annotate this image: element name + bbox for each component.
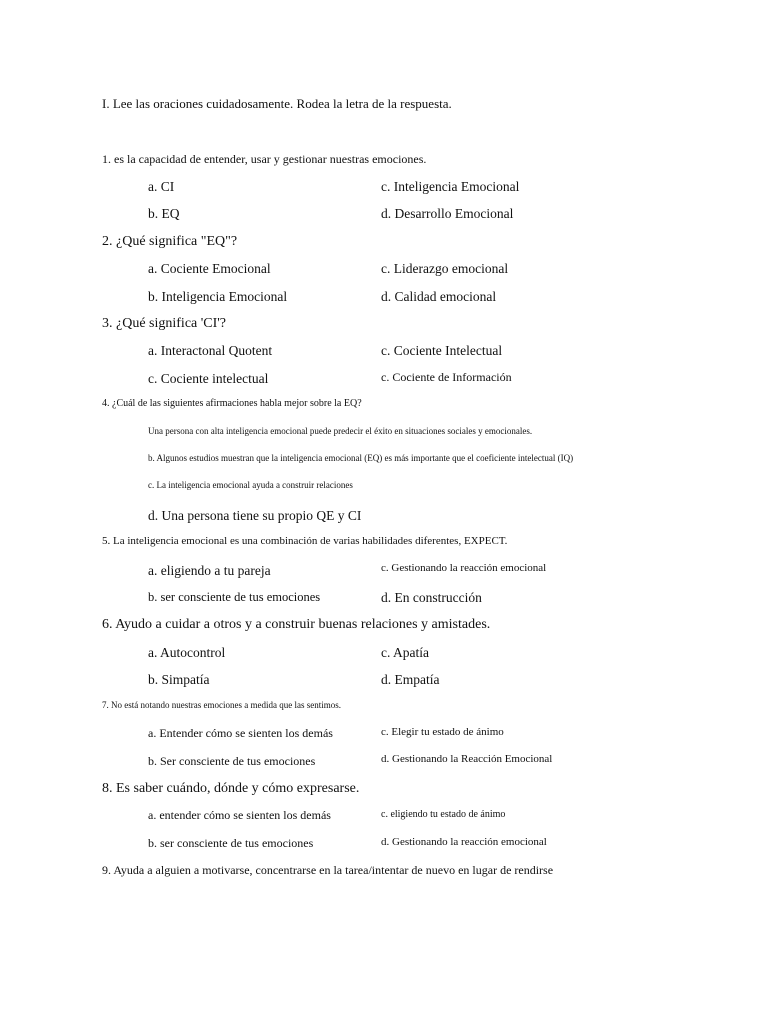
question-8-option-c[interactable]: c. eligiendo tu estado de ánimo bbox=[381, 809, 506, 820]
question-1-option-a[interactable]: a. CI bbox=[148, 179, 175, 194]
question-1-option-b[interactable]: b. EQ bbox=[148, 206, 180, 221]
question-3-option-c[interactable]: c. Cociente Intelectual bbox=[381, 343, 503, 358]
question-4-text: 4. ¿Cuál de las siguientes afirmaciones habla mejor sobre la EQ? bbox=[102, 398, 362, 409]
question-5-text: 5. La inteligencia emocional es una combinación de varias habilidades diferentes, EXPECT. bbox=[102, 535, 508, 547]
question-3-text: 3. ¿Qué significa 'CI'? bbox=[102, 316, 227, 331]
question-2-option-b[interactable]: b. Inteligencia Emocional bbox=[148, 289, 288, 304]
question-4-option-a[interactable]: Una persona con alta inteligencia emocional puede predecir el éxito en situaciones sociales y emocionales. bbox=[148, 426, 533, 436]
question-5-option-d[interactable]: d. En construcción bbox=[381, 590, 482, 605]
question-3-option-c-second[interactable]: c. Cociente intelectual bbox=[148, 371, 269, 386]
question-1-text: 1. es la capacidad de entender, usar y gestionar nuestras emociones. bbox=[102, 152, 427, 166]
question-1-option-d[interactable]: d. Desarrollo Emocional bbox=[381, 206, 514, 221]
question-6-option-b[interactable]: b. Simpatía bbox=[148, 672, 210, 687]
question-5-option-c[interactable]: c. Gestionando la reacción emocional bbox=[381, 562, 547, 574]
instructions: I. Lee las oraciones cuidadosamente. Rodea la letra de la respuesta. bbox=[102, 96, 452, 111]
question-5-option-b[interactable]: b. ser consciente de tus emociones bbox=[148, 590, 321, 604]
question-9-text: 9. Ayuda a alguien a motivarse, concentrarse en la tarea/intentar de nuevo en lugar de rendirse bbox=[102, 863, 554, 877]
question-4-option-d[interactable]: d. Una persona tiene su propio QE y CI bbox=[148, 508, 362, 523]
question-7-option-a[interactable]: a. Entender cómo se sienten los demás bbox=[148, 726, 333, 740]
question-2-option-c[interactable]: c. Liderazgo emocional bbox=[381, 261, 509, 276]
question-8-option-d[interactable]: d. Gestionando la reacción emocional bbox=[381, 836, 547, 848]
question-2-option-a[interactable]: a. Cociente Emocional bbox=[148, 261, 271, 276]
question-8-text: 8. Es saber cuándo, dónde y cómo expresarse. bbox=[102, 781, 360, 796]
question-2-text: 2. ¿Qué significa "EQ"? bbox=[102, 234, 238, 249]
question-6-text: 6. Ayudo a cuidar a otros y a construir buenas relaciones y amistades. bbox=[102, 617, 491, 632]
question-4-option-b[interactable]: b. Algunos estudios muestran que la inteligencia emocional (EQ) es más importante que el coeficiente intelectual (IQ) bbox=[148, 453, 574, 463]
question-6-option-d[interactable]: d. Empatía bbox=[381, 672, 440, 687]
question-7-option-c[interactable]: c. Elegir tu estado de ánimo bbox=[381, 726, 504, 738]
question-5-option-a[interactable]: a. eligiendo a tu pareja bbox=[148, 563, 271, 578]
question-7-option-d[interactable]: d. Gestionando la Reacción Emocional bbox=[381, 753, 553, 765]
question-4-option-c[interactable]: c. La inteligencia emocional ayuda a construir relaciones bbox=[148, 480, 353, 490]
question-6-option-c[interactable]: c. Apatía bbox=[381, 645, 429, 660]
question-6-option-a[interactable]: a. Autocontrol bbox=[148, 645, 226, 660]
question-8-option-a[interactable]: a. entender cómo se sienten los demás bbox=[148, 808, 331, 822]
question-7-text: 7. No está notando nuestras emociones a medida que las sentimos. bbox=[102, 700, 341, 710]
question-3-option-a[interactable]: a. Interactonal Quotent bbox=[148, 343, 273, 358]
question-3-option-c-third[interactable]: c. Cociente de Información bbox=[381, 370, 512, 384]
question-2-option-d[interactable]: d. Calidad emocional bbox=[381, 289, 497, 304]
question-1-option-c[interactable]: c. Inteligencia Emocional bbox=[381, 179, 520, 194]
question-8-option-b[interactable]: b. ser consciente de tus emociones bbox=[148, 836, 314, 850]
question-7-option-b[interactable]: b. Ser consciente de tus emociones bbox=[148, 754, 316, 768]
